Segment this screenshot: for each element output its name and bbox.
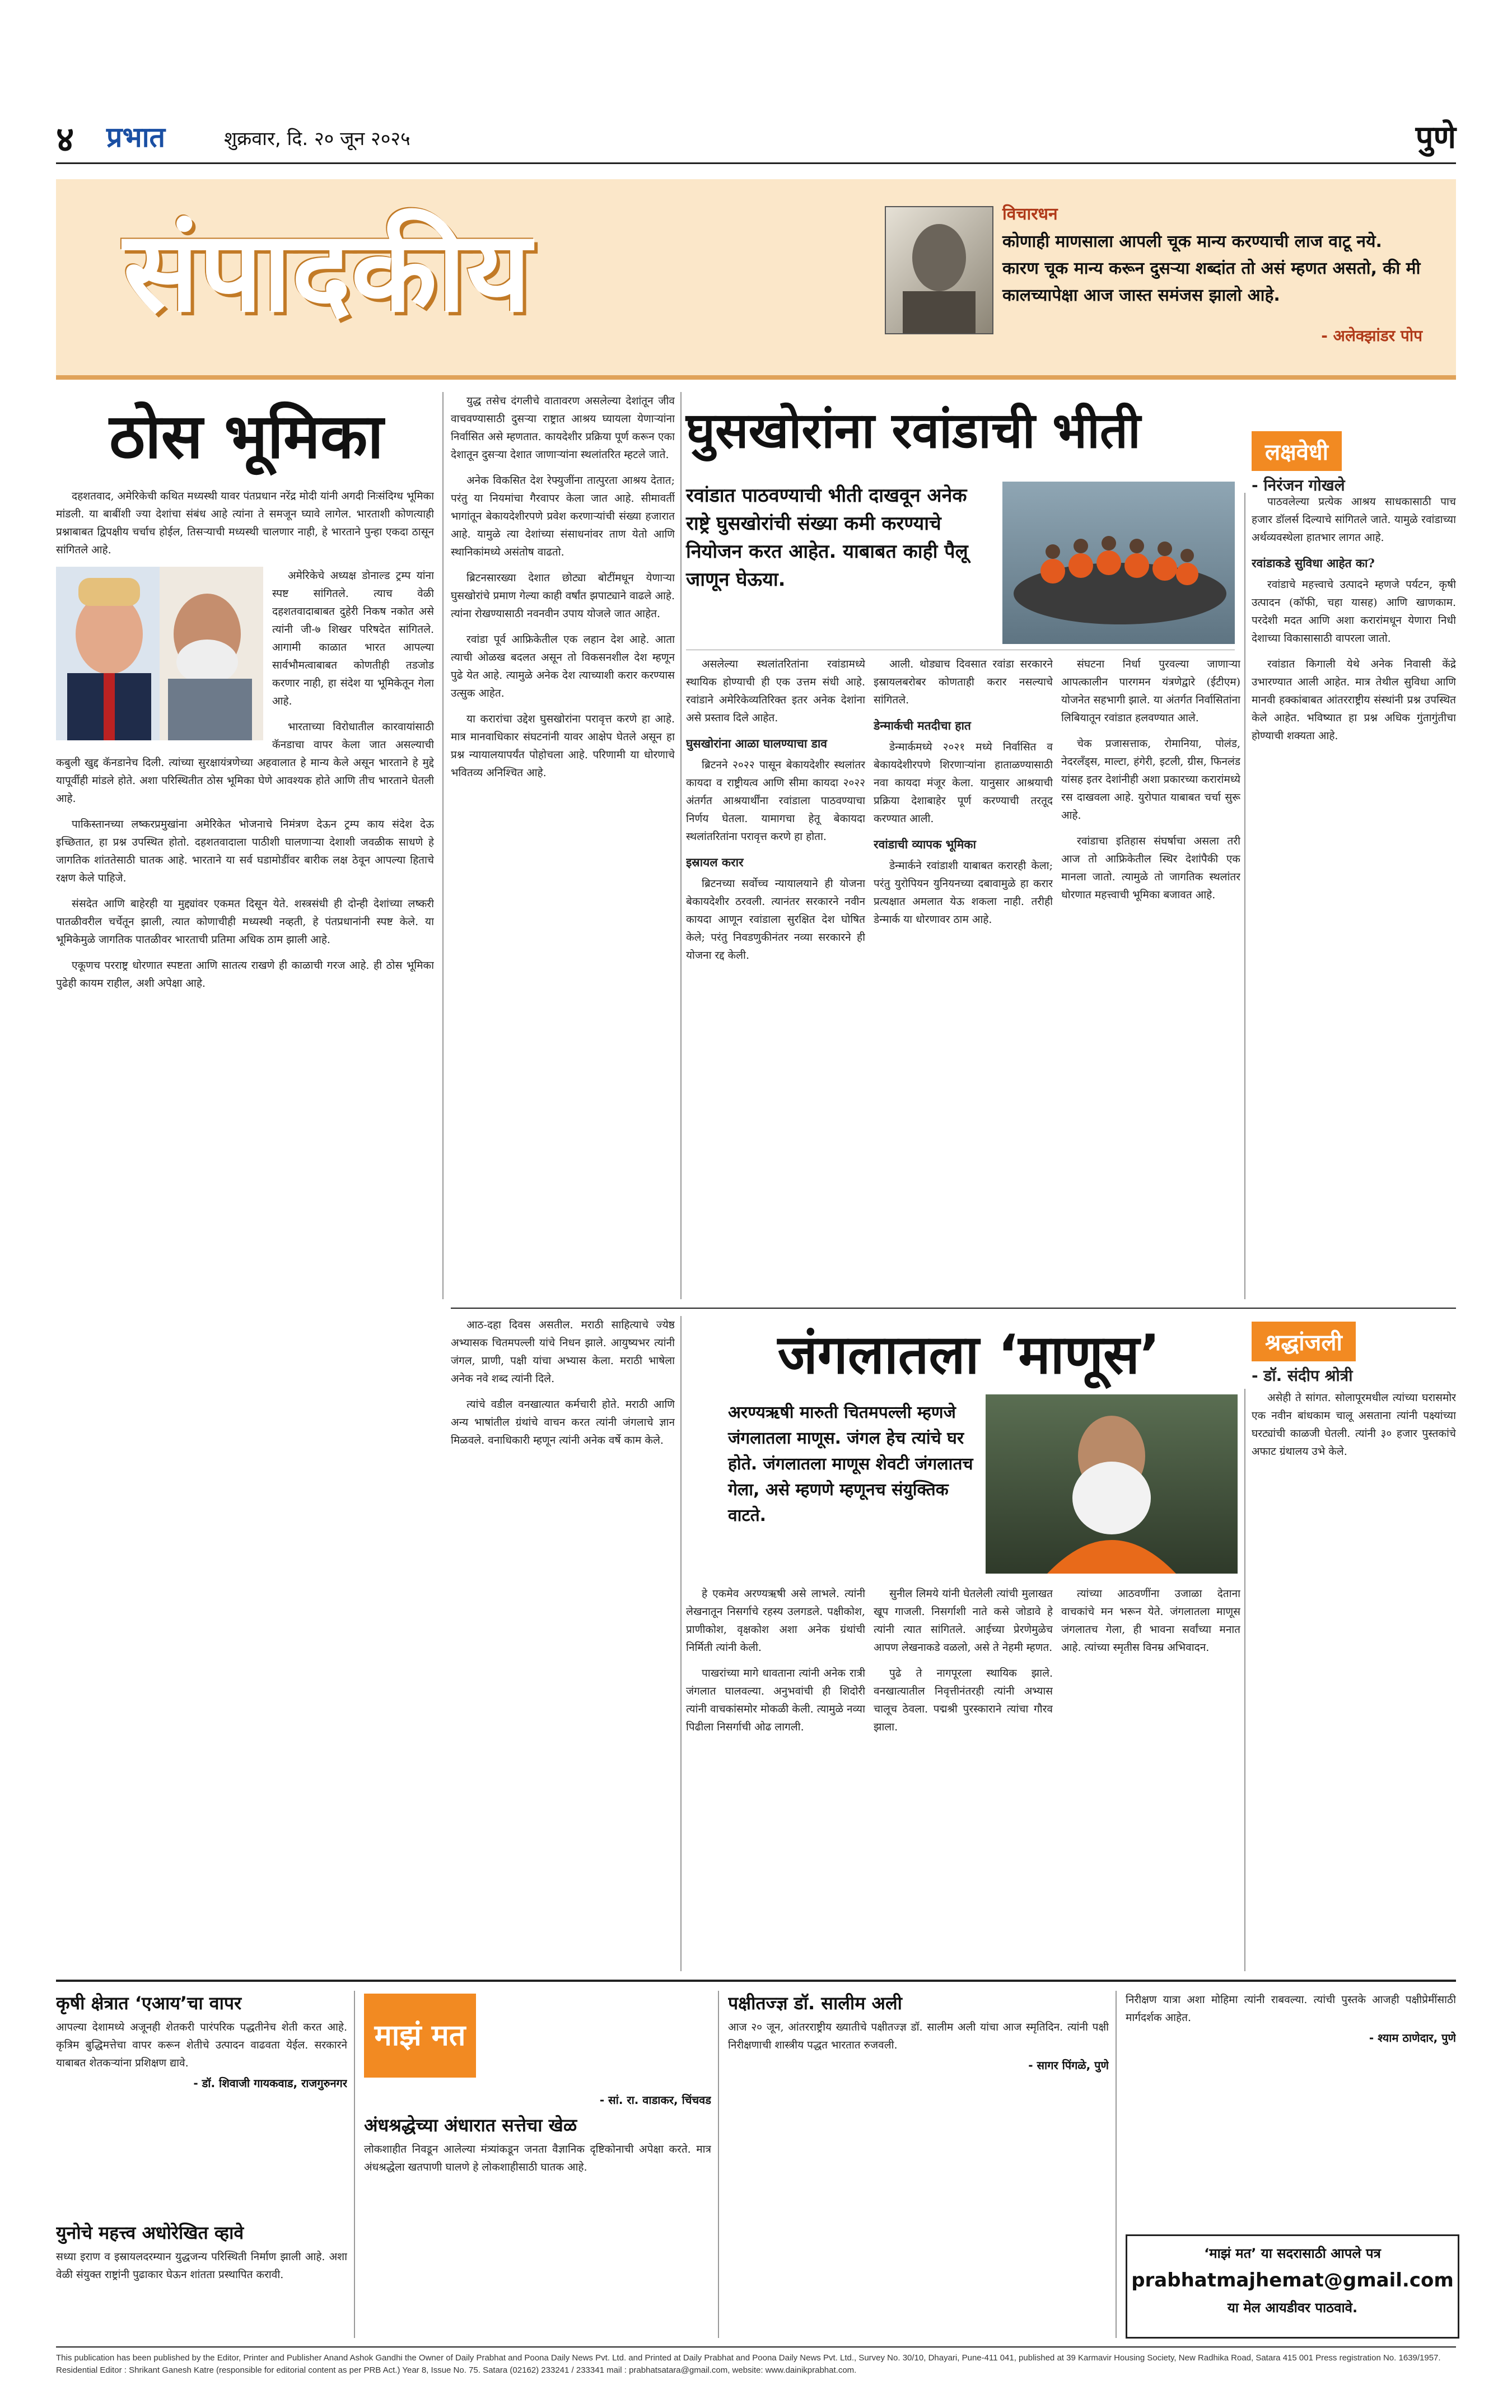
feature-para: हे एकमेव अरण्यऋषी असे लाभले. त्यांनी लेखनातून निसर्गाचे रहस्य उलगडले. पक्षीकोश, प्राणीकोश, वृक्षकोश अशा अनेक ग्रंथांची निर्मिती त्यांनी केली. <box>686 1588 865 1654</box>
page-number: ४ <box>56 119 74 160</box>
editorial-headline <box>56 392 437 476</box>
thought-author: - अलेक्झांडर पोप <box>1321 326 1422 345</box>
editorial-para: या करारांचा उद्देश घुसखोरांना परावृत्त करणे हा आहे. मात्र मानवाधिकार संघटनांनी यावर आक्षेप घेतले असून हा प्रश्न न्यायालयापर्यंत पोहोचला आहे. परिणामी या धोरणाचे भवितव्य अनिश्चित आहे. <box>451 713 675 779</box>
feature-col-n2 <box>1061 1585 1240 1971</box>
footer-rule <box>56 2346 1456 2348</box>
feature-deck: अरण्यऋषी मारुती चितमपल्ली म्हणजे जंगलातला माणूस. जंगल हेच त्यांचे घर होते. जंगलातला माणूस शेवटी जंगलातच गेला, असे म्हणणे म्हणूनच संयुक्तिक वाटते. <box>728 1403 973 1525</box>
feature-side-rule <box>1244 1389 1245 1971</box>
letter-text: निरीक्षण यात्रा अशा मोहिमा त्यांनी राबवल्या. त्यांची पुस्तके आजही पक्षीप्रेमींसाठी मार्गदर्शक आहेत. <box>1126 1994 1456 2024</box>
lead-para: संघटना निर्धा पुरवल्या जाणाऱ्या आपत्कालीन पारगमन यंत्रणेद्वारे (ईटीएम) योजनेत सहभागी झाले. या अंतर्गत निर्वासितांना लिबियातून रवांडात हलवण्यात आले. <box>1061 658 1240 724</box>
letter-sign: - सां. रा. वाडाकर, चिंचवड <box>599 2093 711 2107</box>
editorial-title: ठोस भूमिका <box>109 400 384 472</box>
feature-col-l <box>451 1316 675 1971</box>
lead-para: रवांडाचा इतिहास संघर्षाचा असला तरी आज तो आफ्रिकेतील स्थिर देशांपैकी एक मानला जातो. त्यामुळे तो जागतिक स्थलांतर धोरणात महत्त्वाची भूमिका बजावत आहे. <box>1061 835 1240 901</box>
editorial-para: रवांडा पूर्व आफ्रिकेतील एक लहान देश आहे. आता त्याची ओळख बदलत असून तो विकसनशील देश म्हणून पुढे येत आहे. त्यामुळे अनेक देश त्याच्याशी करार करण्यास उत्सुक आहेत. <box>451 633 675 699</box>
email-intro: ‘माझं मत’ या सदरासाठी आपले पत्र <box>1204 2246 1381 2261</box>
banner-title: संपादकीय <box>123 207 531 337</box>
editorial-rule <box>442 392 444 1299</box>
feature-headline <box>694 1316 1243 1389</box>
lead-para: डेन्मार्कने रवांडाशी याबाबत करारही केला; परंतु युरोपियन युनियनच्या दबावामुळे हा करार प्रत्यक्षात अमलात येऊ शकला नाही. तरीही डेन्मार्क या धोरणावर ठाम आहे. <box>874 860 1053 926</box>
letter-text: लोकशाहीत निवडून आलेल्या मंत्र्यांकडून जनता वैज्ञानिक दृष्टिकोनाची अपेक्षा करते. मात्र अंधश्रद्धेला खतपाणी घालणे हे लोकशाहीसाठी घातक आहे. <box>364 2143 711 2173</box>
letter-title: युनोचे महत्त्व अधोरेखित व्हावे <box>56 2222 244 2243</box>
lead-para: रवांडाचे महत्त्वाचे उत्पादने म्हणजे पर्यटन, कृषी उत्पादन (कॉफी, चहा यासह) आणि खाणकाम. परदेशी मदत आणि अशा करारांमधून येणारा निधी देशाच्या विकासासाठी वापरला जातो. <box>1252 578 1456 645</box>
letter-text: सध्या इराण व इस्रायलदरम्यान युद्धजन्य परिस्थिती निर्माण झाली आहे. अशा वेळी संयुक्त राष्ट्रांनी पुढाकार घेऊन शांतता प्रस्थापित करावी. <box>56 2251 347 2281</box>
feature-col-n <box>874 1585 1053 1971</box>
brand-logo: प्रभात <box>106 121 166 153</box>
letter-sign: - सागर पिंगळे, पुणे <box>1028 2059 1109 2072</box>
letter-3 <box>364 2089 711 2338</box>
letters-top-rule <box>56 1980 1456 1982</box>
lead-col-b <box>874 655 1053 1299</box>
editorial-para: युद्ध तसेच दंगलीचे वातावरण असलेल्या देशांतून जीव वाचवण्यासाठी दुसऱ्या राष्ट्रात आश्रय घ्यायला येणाऱ्यांना निर्वासित असे म्हणतात. कायदेशीर प्रक्रिया पूर्ण करून एका देशातून दुसऱ्या देशात जाणाऱ्यांना स्थलांतरित म्हटले जाते. <box>451 395 675 461</box>
header-rule <box>56 162 1456 164</box>
page-header <box>56 115 1456 160</box>
feature-para: पाखरांच्या मागे धावताना त्यांनी अनेक रात्री जंगलात घालवल्या. अनुभवांची ही शिदोरी त्यांनी वाचकांसमोर मोकळी केली. त्यामुळे नव्या पिढीला निसर्गाची ओढ लागली. <box>686 1667 865 1733</box>
lead-para: डेन्मार्कमध्ये २०२१ मध्ये निर्वासित व बेकायदेशीरपणे शिरणाऱ्यांना हाताळण्यासाठी नवा कायदा मंजूर केला. यानुसार आश्रयाची प्रक्रिया देशाबाहेर पूर्ण करण्याची तरतूद करण्यात आली. <box>874 741 1053 825</box>
pope-portrait <box>885 206 993 334</box>
email-address[interactable]: prabhatmajhemat@gmail.com <box>1131 2269 1454 2292</box>
editorial-para: अनेक विकसित देश रेफ्युजींना तात्पुरता आश्रय देतात; परंतु या नियमांचा गैरवापर केला जात आहे. सीमावर्ती भागांतून बेकायदेशीरपणे प्रवेश करणाऱ्यांची संख्या हजारात आहे. यामुळे त्या देशांच्या संसाधनांवर ताण येतो आणि स्थानिकांमध्ये असंतोष वाढतो. <box>451 474 675 558</box>
lead-subhead: रवांडाची व्यापक भूमिका <box>874 837 976 851</box>
letters-rule-3 <box>1116 1991 1117 2338</box>
feature-kicker-box <box>1252 1322 1456 1386</box>
lead-para: चेक प्रजासत्ताक, रोमानिया, पोलंड, नेदरलँड्स, माल्टा, हंगेरी, इटली, ग्रीस, फिनलंड यांसह इतर देशांनीही अशा प्रकारच्या करारांमध्ये रस दाखवला आहे. युरोपात याबाबत चर्चा सुरू आहे. <box>1061 738 1240 822</box>
lead-subhead: घुसखोरांना आळा घालण्याचा डाव <box>686 736 827 750</box>
city-name: पुणे <box>1415 119 1456 156</box>
letters-logo <box>364 1994 476 2078</box>
lead-kicker-box <box>1252 431 1456 496</box>
letter-text: आज २० जून, आंतरराष्ट्रीय ख्यातीचे पक्षीतज्ज्ञ डॉ. सालीम अली यांचा आज स्मृतिदिन. त्यांनी पक्षी निरीक्षणाची शास्त्रीय पद्धत भारतात रुजवली. <box>728 2021 1109 2051</box>
lead-rule <box>680 392 682 1299</box>
feature-title: जंगलातला ‘माणूस’ <box>777 1323 1160 1386</box>
editorial-para: अमेरिकेचे अध्यक्ष डोनाल्ड ट्रम्प यांना स्पष्ट सांगितले. त्याच वेळी दहशतवादाबाबत दुहेरी निकष नकोत असे त्यांनी जी-७ शिखर परिषदेत सांगितले. आगामी काळात भारत आपल्या सार्वभौमत्वाबाबत कोणतीही तडजोड करणार नाही, हा संदेश या भूमिकेतून गेला आहे. <box>272 570 434 707</box>
letter-title: अंधश्रद्धेच्या अंधारात सत्तेचा खेळ <box>364 2115 577 2136</box>
lead-para: ब्रिटनच्या सर्वोच्च न्यायालयाने ही योजना बेकायदेशीर ठरवली. त्यानंतर सरकारने नवीन कायदा आणून रवांडाला सुरक्षित देश घोषित केले; परंतु निवडणुकीनंतर नव्या सरकारने ही योजना रद्द केली. <box>686 878 865 962</box>
editorial-para: भारताच्या विरोधातील कारवायांसाठी कॅनडाचा वापर केला जात असल्याची कबुली खुद्द कॅनडानेच दिली. त्यांच्या सुरक्षायंत्रणेच्या अहवालात हे मान्य केले असून भारताने हे मुद्दे यापूर्वीही मांडले होते. अशा परिस्थितीत ठोस भूमिका घेणे आवश्यक होते आणि तीच भारताने घेतली आहे. <box>56 721 434 805</box>
thought-text: कोणाही माणसाला आपली चूक मान्य करण्याची लाज वाटू नये. कारण चूक मान्य करून दुसऱ्या शब्दांत तो असं म्हणत असतो, की मी कालच्यापेक्षा आज जास्त समंजस झालो आहे. <box>1002 232 1421 305</box>
letter-sign: - डॉ. शिवाजी गायकवाड, राजगुरुनगर <box>193 2076 347 2090</box>
imprint-line: This publication has been published by the Editor, Printer and Publisher Anand Ashok Gandhi the Owner of Daily Prabhat and Poona Daily News Pvt. Ltd. and Printed at Daily Prabhat and Poona Daily News Pvt. Ltd., Survey No. 30/10, Dhayari, Pune-411 041, published at 39 Karmavir Housing Society, New Radhika Road, Satara 415 001 Press registration No. 1639/1957. Residential Editor : Shrikant Ganesh Katre (responsible for editorial content as per PRB Act.) Year 8, Issue No. 75. Satara (02162) 233241 / 233341 mail : prabhatsatara@gmail.com, website: www.dainikprabhat.com. <box>56 2353 1441 2375</box>
editorial-banner <box>56 179 1456 380</box>
feature-kicker: श्रद्धांजली <box>1252 1322 1356 1361</box>
letter-2 <box>56 2220 347 2338</box>
thought-box <box>885 202 1422 347</box>
lead-kicker: लक्षवेधी <box>1252 431 1342 471</box>
lead-title: घुसखोरांना रवांडाची भीती <box>686 402 1141 459</box>
lead-para: असलेल्या स्थलांतरितांना रवांडामध्ये स्थायिक होण्याची ही एक उत्तम संधी आहे. रवांडाने अमेरिकेव्यतिरिक्त इतर अनेक देशांना असे प्रस्ताव दिले आहेत. <box>686 658 865 724</box>
lead-para: आली. थोड्याच दिवसात रवांडा सरकारने इस्रायलबरोबर कोणताही करार नसल्याचे सांगितले. <box>874 658 1053 706</box>
lead-para: रवांडात किगाली येथे अनेक निवासी केंद्रे उभारण्यात आली आहेत. मात्र तेथील सुविधा आणि मानवी हक्कांबाबत आंतरराष्ट्रीय संस्थांनी प्रश्न उपस्थित केले आहेत. भविष्यात हा प्रश्न अधिक गुंतागुंतीचा होण्याची शक्यता आहे. <box>1252 658 1456 742</box>
letter-sign: - श्याम ठाणेदार, पुणे <box>1369 2031 1456 2045</box>
trump-modi-photo <box>56 567 263 740</box>
lead-subhead: रवांडाकडे सुविधा आहेत का? <box>1252 556 1375 570</box>
lead-col-a <box>686 655 865 1299</box>
letter-title: कृषी क्षेत्रात ‘एआय’चा वापर <box>56 1992 242 2014</box>
feature-para: त्यांचे वडील वनखात्यात कर्मचारी होते. मराठी आणि अन्य भाषांतील ग्रंथांचे वाचन करत त्यांनी जंगलाचे ज्ञान मिळवले. वनाधिकारी म्हणून त्यांनी अनेक वर्षे काम केले. <box>451 1398 675 1446</box>
letters-brand: माझं मत <box>374 2019 466 2052</box>
feature-para: पुढे ते नागपूरला स्थायिक झाले. वनखात्यातील निवृत्तीनंतरही त्यांनी अभ्यास चालूच ठेवला. पद्मश्री पुरस्काराने त्यांचा गौरव झाला. <box>874 1667 1053 1733</box>
thought-label: विचारधन <box>1002 204 1058 224</box>
migrant-boat-photo <box>1002 482 1235 644</box>
editorial-para: एकूणच परराष्ट्र धोरणात स्पष्टता आणि सातत्य राखणे ही काळाची गरज आहे. ही ठोस भूमिका पुढेही कायम राहील, अशी अपेक्षा आहे. <box>56 959 434 990</box>
feature-byline: - डॉ. संदीप श्रोत्री <box>1252 1366 1353 1385</box>
feature-para: असेही ते सांगत. सोलापूरमधील त्यांच्या घरासमोर एक नवीन बांधकाम चालू असताना त्यांनी पक्ष्यांच्या घरट्यांची काळजी घेतली. त्यांनी ३० हजार पुस्तकांचे अफाट ग्रंथालय उभे केले. <box>1252 1392 1456 1458</box>
letter-5 <box>1126 1991 1456 2215</box>
chitampalli-photo <box>986 1394 1238 1574</box>
lead-side-rule <box>1244 493 1245 1299</box>
feature-para: सुनील लिमये यांनी घेतलेली त्यांची मुलाखत खूप गाजली. निसर्गाशी नाते कसे जोडावे हे त्यांनी त्यात सांगितले. आईच्या प्रेरणेमुळेच आपण लेखनाकडे वळलो, असे ते नेहमी म्हणत. <box>874 1588 1053 1654</box>
lead-subhead: डेन्मार्कची मतदीचा हात <box>874 718 971 732</box>
lead-para: ब्रिटनने २०२२ पासून बेकायदेशीर स्थलांतर कायदा व राष्ट्रीयत्व आणि सीमा कायदा २०२२ अंतर्गत आश्रयार्थींना रवांडाला पाठवण्याचा निर्णय घेतला. यामागचा हेतू बेकायदा स्थलांतरितांना परावृत्त करणे हा होता. <box>686 759 865 843</box>
editorial-para: पाकिस्तानच्या लष्करप्रमुखांना अमेरिकेत भोजनाचे निमंत्रण देऊन ट्रम्प काय संदेश देऊ इच्छितात, हा प्रश्न उपस्थित होतो. दहशतवादाला पाठीशी घालणाऱ्या देशाशी जवळीक साधणे हे जागतिक शांततेसाठी घातक आहे. भारताने या सर्व घडामोडींवर बारीक लक्ष ठेवून आपल्या हिताचे रक्षण केले पाहिजे. <box>56 818 434 884</box>
lead-subhead: इस्रायल करार <box>686 855 744 869</box>
letters-email-box <box>1126 2234 1459 2339</box>
lead-para: पाठवलेल्या प्रत्येक आश्रय साधकासाठी पाच हजार डॉलर्स दिल्याचे सांगितले जाते. यामुळे रवांडाच्या अर्थव्यवस्थेला हातभार लागत आहे. <box>1252 496 1456 544</box>
feature-para: आठ-दहा दिवस असतील. मराठी साहित्याचे ज्येष्ठ अभ्यासक चितमपल्ली यांचे निधन झाले. आयुष्यभर त्यांनी जंगल, प्राणी, पक्षी यांचा अभ्यास केला. मराठी भाषेला अनेक नवे शब्द त्यांनी दिले. <box>451 1319 675 1385</box>
lead-col-c <box>1061 655 1240 1299</box>
letter-1 <box>56 1991 347 2215</box>
editorial-para: संसदेत आणि बाहेरही या मुद्द्यांवर एकमत दिसून येते. शस्त्रसंधी ही दोन्ही देशांच्या लष्करी पातळीवरील चर्चेतून झाली, त्यात कोणाचीही मध्यस्थी नव्हती, हे पंतप्रधानांनी स्पष्ट केले. या भूमिकेमुळे जागतिक पातळीवर भारताची प्रतिमा अधिक ठाम झाली आहे. <box>56 898 434 946</box>
letters-rule-2 <box>718 1991 719 2338</box>
lead-col-d <box>1252 493 1456 1299</box>
lead-deck: रवांडात पाठवण्याची भीती दाखवून अनेक राष्ट्रे घुसखोरांची संख्या कमी करण्याचे नियोजन करत आहेत. याबाबत काही पैलू जाणून घेऊया. <box>686 484 968 591</box>
feature-rule <box>680 1316 682 1971</box>
feature-para: त्यांच्या आठवणींना उजाळा देताना वाचकांचे मन भरून येते. जंगलातला माणूस जंगलातच गेला, ही भावना सर्वांच्या मनात आहे. त्यांच्या स्मृतीस विनम्र अभिवादन. <box>1061 1588 1240 1654</box>
editorial-para: ब्रिटनसारख्या देशात छोट्या बोटींमधून येणाऱ्या घुसखोरांचे प्रमाण गेल्या काही वर्षांत झपाट्याने वाढले आहे. त्यांना रोखण्यासाठी नवनवीन उपाय योजले जात आहेत. <box>451 572 675 620</box>
letters-rule-1 <box>354 1991 355 2338</box>
letter-4 <box>728 1991 1109 2338</box>
feature-col-o <box>1252 1389 1456 1971</box>
feature-col-m <box>686 1585 865 1971</box>
email-outro: या मेल आयडीवर पाठवावे. <box>1227 2300 1358 2316</box>
lead-headline <box>686 395 1246 462</box>
editorial-para: दहशतवाद, अमेरिकेची कथित मध्यस्थी यावर पंतप्रधान नरेंद्र मोदी यांनी अगदी निःसंदिग्ध भूमिका मांडली. या बाबींशी ज्या देशांचा संबंध आहे त्यांना ते समजून घ्यावे लागेल. भारताशी कोणत्याही प्रश्नाबाबत द्विपक्षीय चर्चाच होईल, तिसऱ्याची मध्यस्थी चालणार नाही, हे भारताने पुन्हा एकदा ठासून सांगितले आहे. <box>56 490 434 556</box>
issue-date: शुक्रवार, दि. २० जून २०२५ <box>224 128 410 150</box>
editorial-col-1 <box>56 487 434 1327</box>
letter-title: पक्षीतज्ज्ञ डॉ. सालीम अली <box>728 1992 902 2014</box>
letter-text: आपल्या देशामध्ये अजूनही शेतकरी पारंपरिक पद्धतीनेच शेती करत आहे. कृत्रिम बुद्धिमत्तेचा वापर करून शेतीचे उत्पादन वाढवता येईल. सरकारने याबाबत शेतकऱ्यांना प्रशिक्षण द्यावे. <box>56 2021 347 2069</box>
lead-byline: - निरंजन गोखले <box>1252 476 1345 494</box>
mid-rule <box>451 1308 1456 1309</box>
editorial-col-2 <box>451 392 675 1299</box>
